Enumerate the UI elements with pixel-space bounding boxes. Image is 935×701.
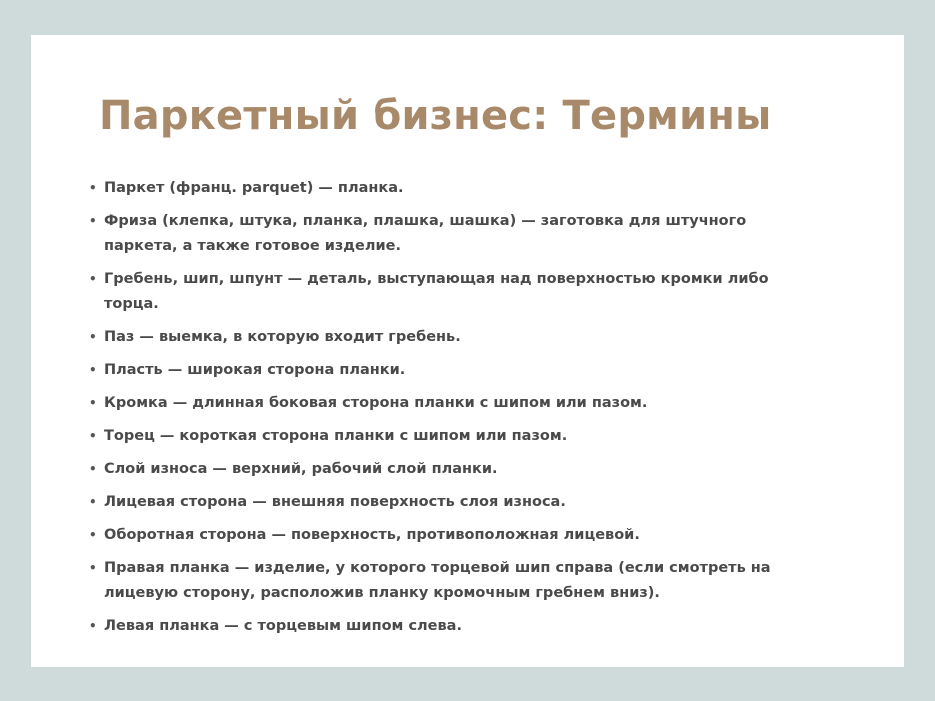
list-item	[89, 391, 819, 416]
list-item	[89, 457, 819, 482]
list-item-text: Паз — выемка, в которую входит гребень.	[104, 329, 461, 345]
bullet-icon: •	[89, 363, 97, 377]
list-item	[89, 490, 819, 515]
bullet-icon: •	[89, 528, 97, 542]
list-item-text: Паркет (франц. parquet) — планка.	[104, 180, 404, 196]
slide-title: Паркетный бизнес: Термины	[99, 93, 772, 139]
bullet-icon: •	[89, 495, 97, 509]
list-item-text: Гребень, шип, шпунт — деталь, выступающая над поверхностью кромки либо торца.	[104, 271, 769, 312]
list-item-text: Слой износа — верхний, рабочий слой планки.	[104, 461, 498, 477]
list-item-text: Пласть — широкая сторона планки.	[104, 362, 406, 378]
list-item	[89, 176, 819, 201]
bullet-icon: •	[89, 396, 97, 410]
list-item	[89, 556, 819, 606]
list-item-text: Лицевая сторона — внешняя поверхность слоя износа.	[104, 494, 566, 510]
list-item	[89, 424, 819, 449]
bullet-icon: •	[89, 330, 97, 344]
bullet-icon: •	[89, 429, 97, 443]
bullet-icon: •	[89, 214, 97, 228]
bullet-icon: •	[89, 561, 97, 575]
slide	[31, 35, 904, 667]
bullet-icon: •	[89, 462, 97, 476]
list-item	[89, 614, 819, 639]
list-item	[89, 358, 819, 383]
list-item-text: Фриза (клепка, штука, планка, плашка, шашка) — заготовка для штучного паркета, а также готовое изделие.	[104, 213, 747, 254]
bullet-icon: •	[89, 619, 97, 633]
list-item-text: Правая планка — изделие, у которого торцевой шип справа (если смотреть на лицевую сторону, расположив планку кромочным гребнем вниз).	[104, 560, 771, 601]
list-item	[89, 325, 819, 350]
list-item-text: Оборотная сторона — поверхность, противоположная лицевой.	[104, 527, 640, 543]
list-item-text: Торец — короткая сторона планки с шипом или пазом.	[104, 428, 568, 444]
list-item	[89, 209, 819, 259]
list-item	[89, 523, 819, 548]
bullet-icon: •	[89, 181, 97, 195]
bullet-icon: •	[89, 272, 97, 286]
list-item-text: Кромка — длинная боковая сторона планки с шипом или пазом.	[104, 395, 648, 411]
bullet-list	[89, 176, 819, 647]
list-item	[89, 267, 819, 317]
list-item-text: Левая планка — с торцевым шипом слева.	[104, 618, 462, 634]
